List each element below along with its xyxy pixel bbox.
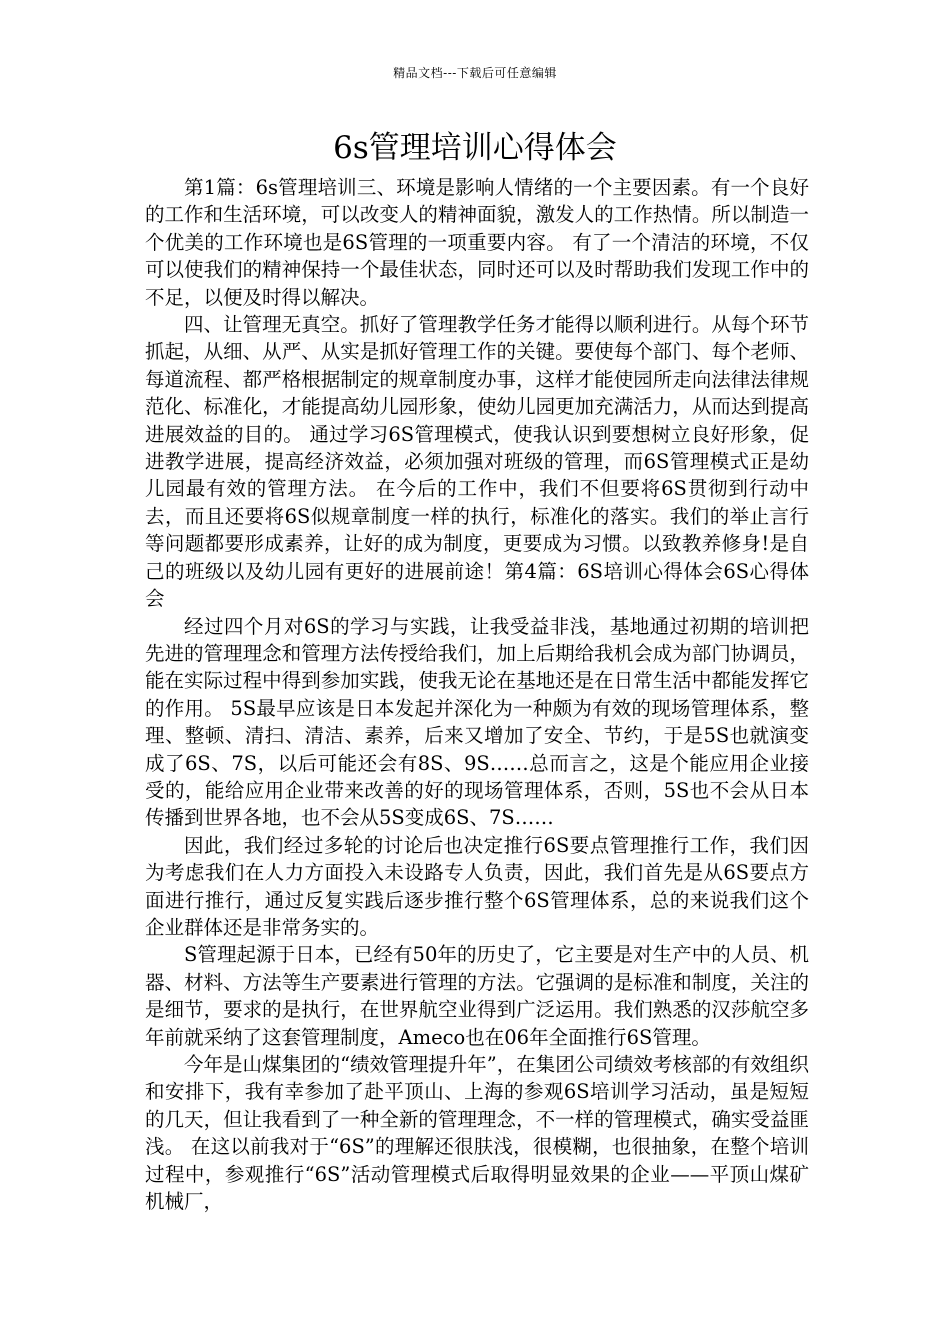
paragraph: 第1篇：6s管理培训三、环境是影响人情绪的一个主要因素。有一个良好的工作和生活环境，可以改变人的精神面貌，激发人的工作热情。所以制造一个优美的工作环境也是6S管理的一项重要内容。 有了一个清洁的环境，不仅可以使我们的精神保持一个最佳状态，同时还可以及时帮助我们发现工作中的不足，以便及时得以解决。 — [145, 176, 809, 309]
header-note: 精品文档---下载后可任意编辑 — [393, 66, 557, 80]
paragraph: 四、让管理无真空。抓好了管理教学任务才能得以顺利进行。从每个环节抓起，从细、从严、从实是抓好管理工作的关键。要使每个部门、每个老师、每道流程、都严格根据制定的规章制度办事，这样才能使园所走向法律法律规范化、标准化，才能提高幼儿园形象，使幼儿园更加充满活力，从而达到提高进展效益的目的。 通过学习6S管理模式，使我认识到要想树立良好形象，促进教学进展，提高经济效益，必须加强对班级的管理，而6S管理模式正是幼儿园最有效的管理方法。 在今后的工作中，我们不但要将6S贯彻到行动中去，而且还要将6S似规章制度一样的执行，标准化的落实。我们的举止言行等问题都要形成素养，让好的成为制度，更要成为习惯。以致教养修身!是自己的班级以及幼儿园有更好的进展前途！第4篇：6S培训心得体会6S心得体会 — [145, 313, 809, 611]
paragraph: 因此，我们经过多轮的讨论后也决定推行6S要点管理推行工作，我们因为考虑我们在人力方面投入未设路专人负责，因此，我们首先是从6S要点方面进行推行，通过反复实践后逐步推行整个6S管理体系，总的来说我们这个企业群体还是非常务实的。 — [145, 833, 809, 939]
paragraph: 今年是山煤集团的“绩效管理提升年”，在集团公司绩效考核部的有效组织和安排下，我有幸参加了赴平顶山、上海的参观6S培训学习活动，虽是短短的几天，但让我看到了一种全新的管理理念，不一样的管理模式，确实受益匪浅。 在这以前我对于“6S”的理解还很肤浅，很模糊，也很抽象，在整个培训过程中，参观推行“6S”活动管理模式后取得明显效果的企业——平顶山煤矿机械厂， — [145, 1053, 809, 1214]
paragraph: S管理起源于日本，已经有50年的历史了，它主要是对生产中的人员、机器、材料、方法等生产要素进行管理的方法。它强调的是标准和制度，关注的是细节，要求的是执行，在世界航空业得到广泛运用。我们熟悉的汉莎航空多年前就采纳了这套管理制度，Ameco也在06年全面推行6S管理。 — [145, 943, 809, 1049]
document-body — [145, 174, 809, 1215]
document-title: 6s管理培训心得体会 — [333, 130, 617, 166]
paragraph: 经过四个月对6S的学习与实践，让我受益非浅，基地通过初期的培训把先进的管理理念和管理方法传授给我们，加上后期给我机会成为部门协调员，能在实际过程中得到参加实践，使我无论在基地还是在日常生活中都能发挥它的作用。 5S最早应该是日本发起并深化为一种颇为有效的现场管理体系，整理、整顿、清扫、清洁、素养，后来又增加了安全、节约，于是5S也就演变成了6S、7S，以后可能还会有8S、9S……总而言之，这是个能应用企业接受的，能给应用企业带来改善的好的现场管理体系，否则，5S也不会从日本传播到世界各地，也不会从5S变成6S、7S…… — [145, 614, 809, 830]
